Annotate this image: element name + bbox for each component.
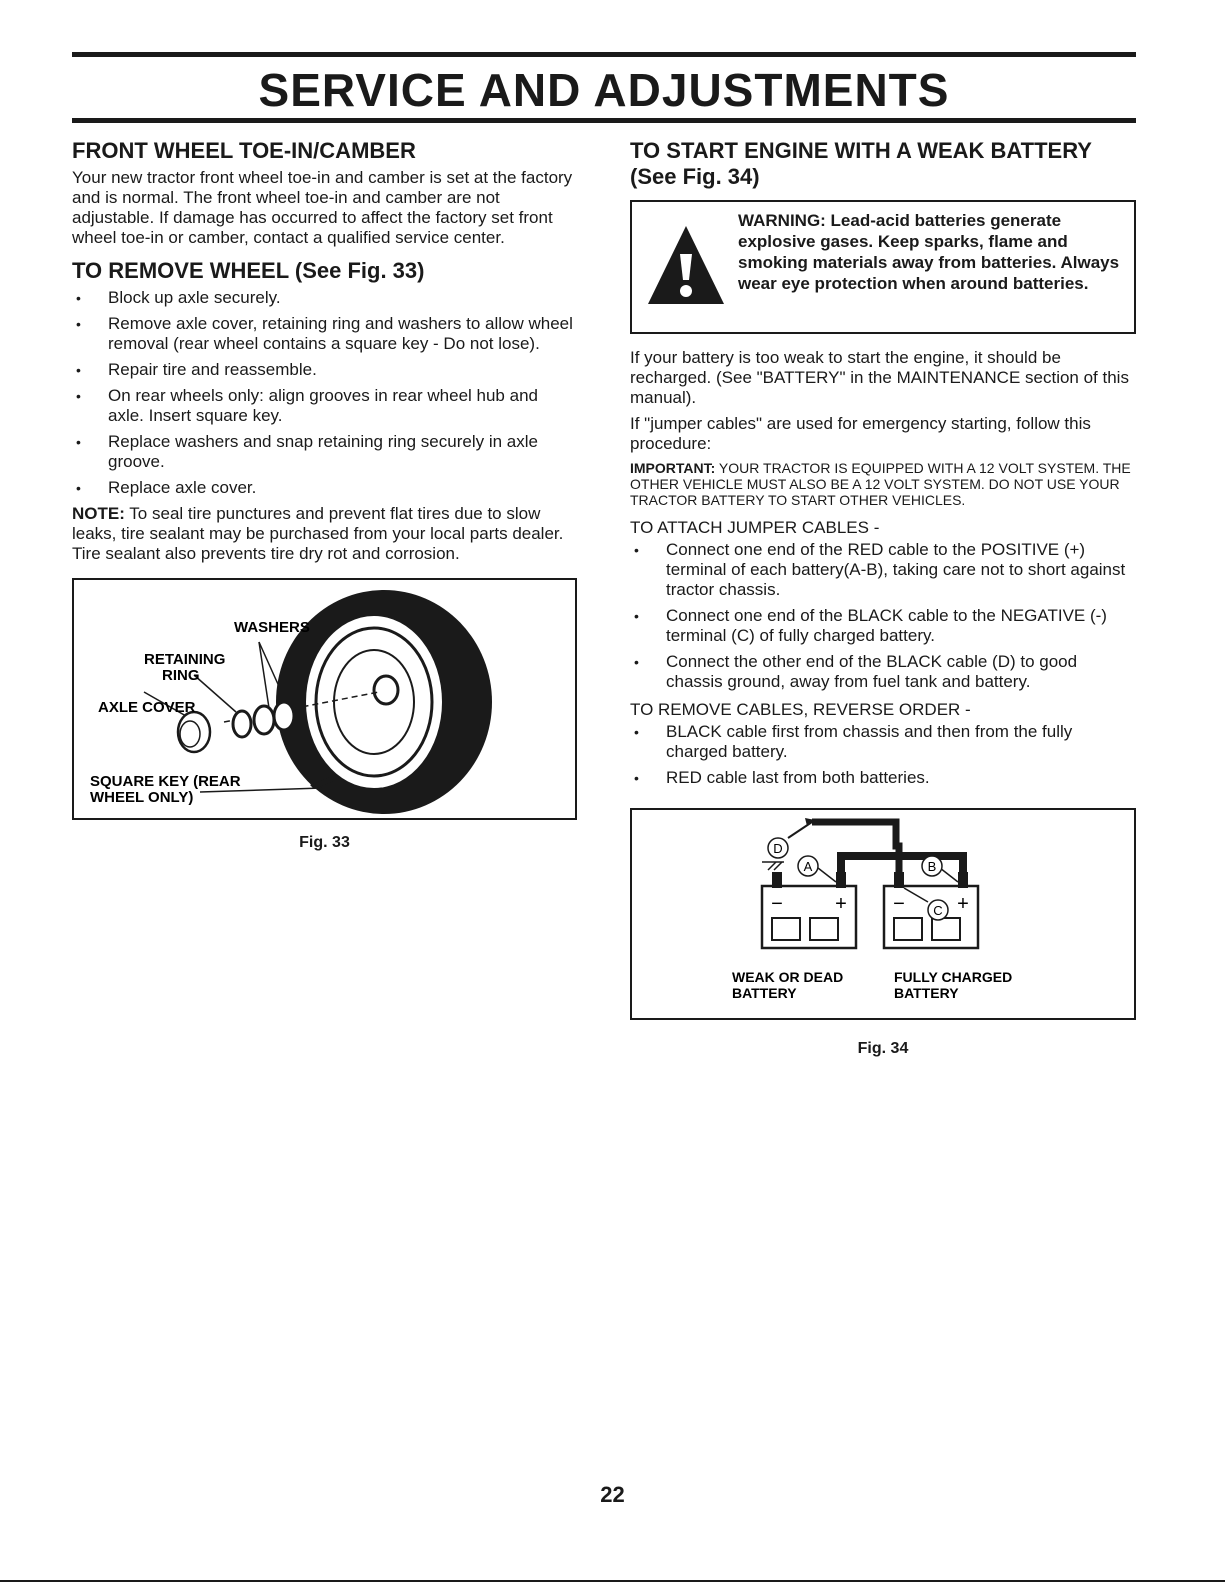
warning-box — [630, 200, 1136, 334]
charged-battery-label: FULLY CHARGED — [894, 969, 1013, 985]
important-text — [630, 460, 1136, 508]
note-text: To seal tire punctures and prevent flat tires due to slow leaks, tire sealant may be purchased from your local parts dealer. Tire sealant also prevents tire dry rot and corrosion. — [72, 504, 564, 563]
warning-triangle-icon — [646, 224, 726, 306]
remove-cables-steps — [630, 722, 1136, 788]
note-label: NOTE: — [72, 504, 125, 523]
attach-cables-steps — [630, 540, 1136, 692]
figure-33 — [72, 578, 577, 820]
weak-positive-sign: + — [835, 893, 847, 915]
figure-34-caption: Fig. 34 — [857, 1040, 909, 1057]
list-item: • RED cable last from both batteries. — [630, 768, 1136, 788]
square-key-label: SQUARE KEY (REAR — [90, 773, 241, 790]
toe-camber-text: Your new tractor front wheel toe-in and camber is set at the factory and is normal. The front wheel toe-in and camber are not adjustable. If damage has occurred to affect the factory set front wheel toe-in or camber, contact a qualified service center. — [72, 168, 573, 247]
figure-34 — [630, 808, 1136, 1020]
toe-camber-heading: FRONT WHEEL TOE-IN/CAMBER — [72, 138, 416, 163]
list-item: • Block up axle securely. — [72, 288, 577, 308]
remove-cables-heading: TO REMOVE CABLES, REVERSE ORDER - — [630, 700, 971, 719]
list-item: • Replace washers and snap retaining ring securely in axle groove. — [72, 432, 577, 472]
weak-battery-text: If your battery is too weak to start the engine, it should be recharged. (See "BATTERY" in the MAINTENANCE section of this manual). — [630, 348, 1129, 407]
retaining-ring-label-2: RING — [162, 667, 200, 684]
weak-battery-label: WEAK OR DEAD — [732, 969, 844, 985]
bottom-rule — [0, 1580, 1225, 1582]
list-item: • Connect one end of the BLACK cable to the NEGATIVE (-) terminal (C) of fully charged battery. — [630, 606, 1136, 646]
label-a: A — [803, 859, 813, 874]
right-column — [630, 138, 1136, 1058]
warning-text: WARNING: Lead-acid batteries generate explosive gases. Keep sparks, flame and smoking materials away from batteries. Always wear eye protection when around batteries. — [738, 211, 1120, 293]
charged-negative-sign: − — [893, 893, 905, 915]
remove-wheel-heading: TO REMOVE WHEEL (See Fig. 33) — [72, 258, 425, 283]
battery-diagram — [632, 810, 1134, 1018]
important-label: IMPORTANT: — [630, 460, 716, 476]
list-item: • Repair tire and reassemble. — [72, 360, 577, 380]
washer-icon — [274, 702, 294, 730]
list-item: • On rear wheels only: align grooves in rear wheel hub and axle. Insert square key. — [72, 386, 577, 426]
washer-icon — [254, 706, 274, 734]
weak-battery-label-2: BATTERY — [732, 985, 797, 1001]
washers-label: WASHERS — [234, 619, 310, 636]
page-number: 22 — [600, 1482, 625, 1507]
weak-battery-heading: TO START ENGINE WITH A WEAK BATTERY (See Fig. 34) — [630, 138, 1092, 189]
page-title: SERVICE AND ADJUSTMENTS — [258, 64, 950, 116]
figure-33-caption: Fig. 33 — [299, 834, 350, 851]
black-cable-icon — [812, 822, 899, 876]
label-c: C — [933, 903, 943, 918]
retaining-ring-icon — [233, 711, 251, 737]
label-d: D — [773, 841, 783, 856]
retaining-ring-label: RETAINING — [144, 651, 226, 668]
top-rule — [72, 52, 1136, 57]
list-item: • Connect the other end of the BLACK cable (D) to good chassis ground, away from fuel tank and battery. — [630, 652, 1136, 692]
jumper-cables-text: If "jumper cables" are used for emergency starting, follow this procedure: — [630, 414, 1091, 453]
axle-hub-icon — [374, 676, 398, 704]
remove-wheel-steps — [72, 288, 577, 498]
list-item: • Remove axle cover, retaining ring and washers to allow wheel removal (rear wheel contains a square key - Do not lose). — [72, 314, 577, 354]
list-item: • Connect one end of the RED cable to the POSITIVE (+) terminal of each battery(A-B), taking care not to short against tractor chassis. — [630, 540, 1136, 600]
title-rule — [72, 118, 1136, 123]
attach-cables-heading: TO ATTACH JUMPER CABLES - — [630, 518, 880, 537]
charged-battery-label-2: BATTERY — [894, 985, 959, 1001]
list-item: • BLACK cable first from chassis and then from the fully charged battery. — [630, 722, 1136, 762]
weak-negative-sign: − — [771, 893, 783, 915]
important-body: YOUR TRACTOR IS EQUIPPED WITH A 12 VOLT SYSTEM. THE OTHER VEHICLE MUST ALSO BE A 12 VOLT SYSTEM. DO NOT USE YOUR TRACTOR BATTERY TO START OTHER VEHICLES. — [630, 460, 1131, 508]
wheel-diagram — [74, 580, 575, 818]
tire-sealant-note — [72, 504, 577, 564]
charged-positive-sign: + — [957, 893, 969, 915]
square-key-label-2: WHEEL ONLY) — [90, 789, 194, 806]
axle-cover-label: AXLE COVER — [98, 699, 196, 716]
left-column — [72, 138, 577, 852]
label-b: B — [927, 859, 937, 874]
list-item: • Replace axle cover. — [72, 478, 577, 498]
